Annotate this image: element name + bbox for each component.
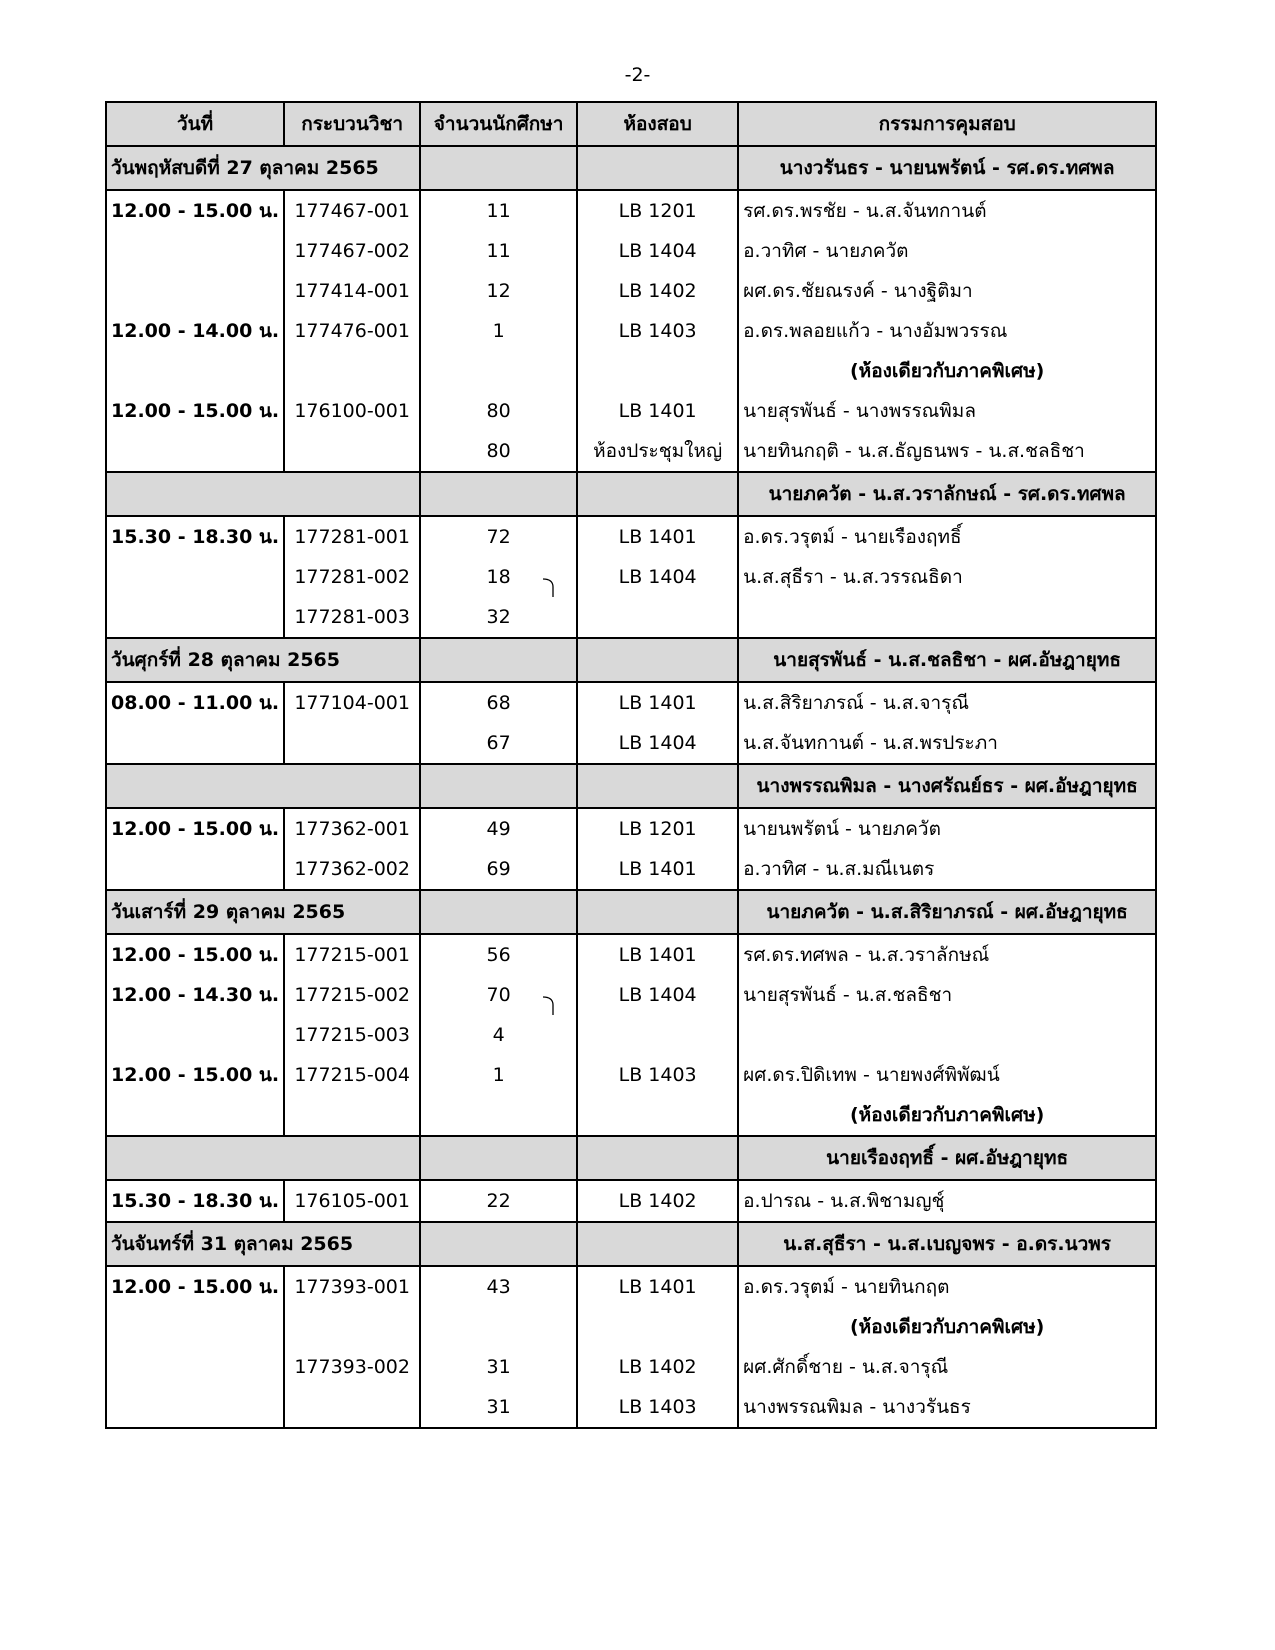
table-row <box>106 190 1156 231</box>
exam-room <box>577 431 738 472</box>
proctors <box>738 597 1156 638</box>
exam-time-text: 12.00 - 14.30 น. <box>111 984 280 1006</box>
course-code <box>284 1347 420 1387</box>
student-count <box>420 723 577 764</box>
table-row <box>106 975 1156 1015</box>
course-code <box>284 1095 420 1136</box>
proctors-text: อ.ดร.พลอยแก้ว - นางอัมพวรรณ <box>743 320 1008 342</box>
exam-time-text: 12.00 - 15.00 น. <box>111 400 280 422</box>
header-row <box>106 102 1156 146</box>
proctors <box>738 1015 1156 1055</box>
student-count <box>420 849 577 890</box>
course-code <box>284 516 420 557</box>
exam-room-text: LB 1402 <box>618 280 697 302</box>
band-empty-cell <box>577 638 738 682</box>
proctors-text: อ.วาทิศ - นายภควัต <box>743 240 909 262</box>
exam-time-text: 15.30 - 18.30 น. <box>111 1190 280 1212</box>
exam-room-text: LB 1401 <box>618 1276 697 1298</box>
exam-room <box>577 682 738 723</box>
course-code <box>284 351 420 391</box>
course-code <box>284 557 420 597</box>
proctors-text: น.ส.จันทกานต์ - น.ส.พรประภา <box>743 732 998 754</box>
header-room: ห้องสอบ <box>577 102 738 146</box>
exam-time <box>106 723 284 764</box>
exam-date <box>106 764 420 808</box>
date-band-row <box>106 1136 1156 1180</box>
student-count-text: 18 <box>486 566 511 588</box>
student-count-text: 22 <box>486 1190 511 1212</box>
student-count-text: 69 <box>486 858 511 880</box>
course-code <box>284 311 420 351</box>
exam-room <box>577 934 738 975</box>
table-row <box>106 431 1156 472</box>
course-code-text: 177362-002 <box>294 858 410 880</box>
student-count-text: 11 <box>486 200 511 222</box>
exam-time <box>106 391 284 431</box>
exam-time <box>106 1307 284 1347</box>
student-count-text: 32 <box>486 606 511 628</box>
exam-time <box>106 557 284 597</box>
date-band-row <box>106 638 1156 682</box>
student-count <box>420 1307 577 1347</box>
table-row <box>106 311 1156 351</box>
student-count <box>420 1347 577 1387</box>
proctors-text: (ห้องเดียวกับภาคพิเศษ) <box>849 1104 1045 1126</box>
course-code-text: 176100-001 <box>294 400 410 422</box>
band-empty-cell <box>420 638 577 682</box>
date-band-row <box>106 764 1156 808</box>
band-empty-cell <box>420 1222 577 1266</box>
course-code-text: 177393-002 <box>294 1356 410 1378</box>
student-count <box>420 934 577 975</box>
course-code <box>284 723 420 764</box>
band-empty-cell <box>577 890 738 934</box>
course-code <box>284 190 420 231</box>
course-code-text: 177393-001 <box>294 1276 410 1298</box>
table-row <box>106 271 1156 311</box>
head-supervisors: นายเรืองฤทธิ์ - ผศ.อัษฎายุทธ <box>738 1136 1156 1180</box>
course-code <box>284 934 420 975</box>
course-code-text: 177414-001 <box>294 280 410 302</box>
course-code <box>284 682 420 723</box>
exam-time <box>106 975 284 1015</box>
exam-room-text: LB 1401 <box>618 692 697 714</box>
exam-room-text: LB 1404 <box>618 732 697 754</box>
exam-room-text: LB 1401 <box>618 400 697 422</box>
exam-time-text: 08.00 - 11.00 น. <box>111 692 280 714</box>
exam-room <box>577 1015 738 1055</box>
table-row <box>106 849 1156 890</box>
student-count <box>420 1015 577 1055</box>
proctors <box>738 431 1156 472</box>
exam-time <box>106 934 284 975</box>
student-count-text: 49 <box>486 818 511 840</box>
exam-room-text: LB 1201 <box>618 818 697 840</box>
student-count-text: 43 <box>486 1276 511 1298</box>
exam-time <box>106 1015 284 1055</box>
group-brace-icon <box>541 577 571 597</box>
proctors-text: อ.วาทิศ - น.ส.มณีเนตร <box>743 858 935 880</box>
exam-room <box>577 557 738 597</box>
exam-room-text: LB 1403 <box>618 1064 697 1086</box>
student-count <box>420 1055 577 1095</box>
band-empty-cell <box>420 764 577 808</box>
exam-time <box>106 849 284 890</box>
exam-room-text: LB 1403 <box>618 320 697 342</box>
student-count <box>420 597 577 638</box>
table-row <box>106 808 1156 849</box>
course-code <box>284 271 420 311</box>
course-code-text: 177281-002 <box>294 566 410 588</box>
student-count-text: 80 <box>486 400 511 422</box>
proctors <box>738 557 1156 597</box>
exam-time <box>106 351 284 391</box>
exam-time-text: 12.00 - 15.00 น. <box>111 200 280 222</box>
student-count <box>420 516 577 557</box>
exam-time <box>106 1266 284 1307</box>
course-code-text: 177104-001 <box>294 692 410 714</box>
proctors-text: ผศ.ดร.ชัยณรงค์ - นางฐิติมา <box>743 280 973 302</box>
exam-room <box>577 723 738 764</box>
proctors-text: นายสุรพันธ์ - น.ส.ชลธิชา <box>743 984 953 1006</box>
proctors-text: อ.ดร.วรุตม์ - นายเรืองฤทธิ์ <box>743 526 962 548</box>
proctors <box>738 975 1156 1015</box>
band-empty-cell <box>577 472 738 516</box>
table-row <box>106 1015 1156 1055</box>
student-count-text: 68 <box>486 692 511 714</box>
student-count-text: 4 <box>492 1024 505 1046</box>
exam-date: วันศุกร์ที่ 28 ตุลาคม 2565 <box>106 638 420 682</box>
exam-time-text: 12.00 - 14.00 น. <box>111 320 280 342</box>
table-row <box>106 516 1156 557</box>
exam-time-text: 15.30 - 18.30 น. <box>111 526 280 548</box>
course-code-text: 177215-003 <box>294 1024 410 1046</box>
proctors <box>738 808 1156 849</box>
table-row <box>106 1180 1156 1222</box>
course-code <box>284 1180 420 1222</box>
exam-time <box>106 431 284 472</box>
student-count <box>420 808 577 849</box>
head-supervisors: นางพรรณพิมล - นางศรัณย์ธร - ผศ.อัษฎายุทธ <box>738 764 1156 808</box>
course-code-text: 177467-001 <box>294 200 410 222</box>
proctors <box>738 271 1156 311</box>
student-count <box>420 557 577 597</box>
band-empty-cell <box>577 1222 738 1266</box>
proctors <box>738 682 1156 723</box>
student-count <box>420 1387 577 1428</box>
head-supervisors: นายภควัต - น.ส.วราลักษณ์ - รศ.ดร.ทศพล <box>738 472 1156 516</box>
table-row <box>106 1266 1156 1307</box>
table-row <box>106 1347 1156 1387</box>
table-row <box>106 597 1156 638</box>
proctors-text: น.ส.สิริยาภรณ์ - น.ส.จารุณี <box>743 692 969 714</box>
table-row <box>106 1387 1156 1428</box>
course-code-text: 176105-001 <box>294 1190 410 1212</box>
exam-room <box>577 351 738 391</box>
exam-room-text: LB 1404 <box>618 566 697 588</box>
student-count-text: 31 <box>486 1396 511 1418</box>
exam-room <box>577 311 738 351</box>
exam-room <box>577 1095 738 1136</box>
student-count-text: 70 <box>486 984 511 1006</box>
proctors-text: น.ส.สุธีรา - น.ส.วรรณธิดา <box>743 566 963 588</box>
head-supervisors: นายสุรพันธ์ - น.ส.ชลธิชา - ผศ.อัษฎายุทธ <box>738 638 1156 682</box>
exam-room <box>577 391 738 431</box>
exam-time <box>106 190 284 231</box>
proctors-text: (ห้องเดียวกับภาคพิเศษ) <box>849 1316 1045 1338</box>
student-count-text: 72 <box>486 526 511 548</box>
exam-time <box>106 311 284 351</box>
table-row <box>106 351 1156 391</box>
table-row <box>106 557 1156 597</box>
exam-room <box>577 1347 738 1387</box>
exam-room-text: LB 1404 <box>618 984 697 1006</box>
exam-room <box>577 1266 738 1307</box>
exam-room <box>577 190 738 231</box>
course-code <box>284 1266 420 1307</box>
course-code-text: 177476-001 <box>294 320 410 342</box>
exam-time <box>106 1180 284 1222</box>
exam-room <box>577 231 738 271</box>
proctors-text: รศ.ดร.พรชัย - น.ส.จันทกานต์ <box>743 200 987 222</box>
student-count-text: 31 <box>486 1356 511 1378</box>
exam-time <box>106 682 284 723</box>
course-code <box>284 391 420 431</box>
proctors <box>738 723 1156 764</box>
course-code-text: 177281-001 <box>294 526 410 548</box>
date-band-row <box>106 146 1156 190</box>
exam-room-text: LB 1401 <box>618 526 697 548</box>
proctors <box>738 351 1156 391</box>
course-code-text: 177215-004 <box>294 1064 410 1086</box>
table-row <box>106 391 1156 431</box>
exam-room-text: LB 1401 <box>618 858 697 880</box>
exam-room-text: LB 1201 <box>618 200 697 222</box>
student-count <box>420 431 577 472</box>
header-course: กระบวนวิชา <box>284 102 420 146</box>
exam-room <box>577 1180 738 1222</box>
exam-time <box>106 597 284 638</box>
course-code <box>284 1055 420 1095</box>
student-count-text: 67 <box>486 732 511 754</box>
proctors-text: นายทินกฤติ - น.ส.ธัญธนพร - น.ส.ชลธิชา <box>743 440 1085 462</box>
header-date: วันที่ <box>106 102 284 146</box>
proctors-text: (ห้องเดียวกับภาคพิเศษ) <box>849 360 1045 382</box>
exam-date <box>106 1136 420 1180</box>
course-code-text: 177362-001 <box>294 818 410 840</box>
band-empty-cell <box>420 472 577 516</box>
proctors <box>738 1095 1156 1136</box>
student-count <box>420 311 577 351</box>
student-count <box>420 391 577 431</box>
proctors-text: นางพรรณพิมล - นางวรันธร <box>743 1396 971 1418</box>
course-code <box>284 597 420 638</box>
date-band-row <box>106 472 1156 516</box>
student-count <box>420 1266 577 1307</box>
exam-room <box>577 1055 738 1095</box>
exam-room <box>577 597 738 638</box>
exam-room <box>577 271 738 311</box>
proctors-text: นายสุรพันธ์ - นางพรรณพิมล <box>743 400 976 422</box>
band-empty-cell <box>577 764 738 808</box>
course-code <box>284 808 420 849</box>
page-number: -2- <box>624 64 651 86</box>
proctors <box>738 849 1156 890</box>
exam-time <box>106 1387 284 1428</box>
exam-room <box>577 1387 738 1428</box>
exam-time-text: 12.00 - 15.00 น. <box>111 1276 280 1298</box>
table-row <box>106 1055 1156 1095</box>
proctors <box>738 391 1156 431</box>
exam-time <box>106 271 284 311</box>
student-count-text: 11 <box>486 240 511 262</box>
exam-room-text: LB 1401 <box>618 944 697 966</box>
student-count <box>420 682 577 723</box>
course-code <box>284 849 420 890</box>
band-empty-cell <box>420 146 577 190</box>
exam-date: วันเสาร์ที่ 29 ตุลาคม 2565 <box>106 890 420 934</box>
exam-room-text: LB 1403 <box>618 1396 697 1418</box>
table-row <box>106 682 1156 723</box>
exam-room <box>577 516 738 557</box>
student-count-text: 56 <box>486 944 511 966</box>
band-empty-cell <box>577 1136 738 1180</box>
table-row <box>106 934 1156 975</box>
table-row <box>106 1095 1156 1136</box>
course-code-text: 177215-002 <box>294 984 410 1006</box>
course-code <box>284 1387 420 1428</box>
exam-schedule-table <box>105 101 1157 1429</box>
proctors-text: นายนพรัตน์ - นายภควัต <box>743 818 941 840</box>
student-count <box>420 1095 577 1136</box>
proctors <box>738 516 1156 557</box>
student-count-text: 80 <box>486 440 511 462</box>
group-brace-icon <box>541 995 571 1015</box>
exam-date: วันจันทร์ที่ 31 ตุลาคม 2565 <box>106 1222 420 1266</box>
band-empty-cell <box>420 1136 577 1180</box>
proctors <box>738 934 1156 975</box>
exam-room-text: LB 1404 <box>618 240 697 262</box>
proctors <box>738 1307 1156 1347</box>
exam-date <box>106 472 420 516</box>
proctors <box>738 190 1156 231</box>
exam-time <box>106 231 284 271</box>
proctors <box>738 1347 1156 1387</box>
student-count-text: 1 <box>492 1064 505 1086</box>
table-row <box>106 231 1156 271</box>
proctors <box>738 1180 1156 1222</box>
band-empty-cell <box>420 890 577 934</box>
exam-time-text: 12.00 - 15.00 น. <box>111 1064 280 1086</box>
student-count-text: 1 <box>492 320 505 342</box>
header-committee: กรรมการคุมสอบ <box>738 102 1156 146</box>
date-band-row <box>106 1222 1156 1266</box>
proctors-text: อ.ดร.วรุตม์ - นายทินกฤต <box>743 1276 950 1298</box>
course-code-text: 177281-003 <box>294 606 410 628</box>
exam-room <box>577 849 738 890</box>
proctors <box>738 1266 1156 1307</box>
exam-room-text: LB 1402 <box>618 1190 697 1212</box>
course-code <box>284 1307 420 1347</box>
exam-room-text: LB 1402 <box>618 1356 697 1378</box>
head-supervisors: นางวรันธร - นายนพรัตน์ - รศ.ดร.ทศพล <box>738 146 1156 190</box>
exam-time <box>106 1055 284 1095</box>
student-count <box>420 975 577 1015</box>
student-count <box>420 1180 577 1222</box>
proctors-text: อ.ปารณ - น.ส.พิชามญชุ์ <box>743 1190 945 1212</box>
exam-room-text: ห้องประชุมใหญ่ <box>593 440 723 462</box>
proctors-text: รศ.ดร.ทศพล - น.ส.วราลักษณ์ <box>743 944 990 966</box>
date-band-row <box>106 890 1156 934</box>
exam-time <box>106 808 284 849</box>
proctors-text: ผศ.ศักดิ์ชาย - น.ส.จารุณี <box>743 1356 949 1378</box>
course-code <box>284 975 420 1015</box>
course-code <box>284 431 420 472</box>
course-code-text: 177467-002 <box>294 240 410 262</box>
proctors <box>738 1387 1156 1428</box>
head-supervisors: นายภควัต - น.ส.สิริยาภรณ์ - ผศ.อัษฎายุทธ <box>738 890 1156 934</box>
header-students: จำนวนนักศึกษา <box>420 102 577 146</box>
student-count <box>420 271 577 311</box>
exam-room <box>577 808 738 849</box>
band-empty-cell <box>577 146 738 190</box>
table-row <box>106 723 1156 764</box>
table-row <box>106 1307 1156 1347</box>
student-count <box>420 231 577 271</box>
exam-time <box>106 1095 284 1136</box>
head-supervisors: น.ส.สุธีรา - น.ส.เบญจพร - อ.ดร.นวพร <box>738 1222 1156 1266</box>
exam-time-text: 12.00 - 15.00 น. <box>111 818 280 840</box>
proctors <box>738 1055 1156 1095</box>
exam-time <box>106 1347 284 1387</box>
exam-date: วันพฤหัสบดีที่ 27 ตุลาคม 2565 <box>106 146 420 190</box>
course-code <box>284 1015 420 1055</box>
student-count <box>420 351 577 391</box>
course-code <box>284 231 420 271</box>
student-count <box>420 190 577 231</box>
proctors <box>738 231 1156 271</box>
student-count-text: 12 <box>486 280 511 302</box>
exam-time <box>106 516 284 557</box>
proctors-text: ผศ.ดร.ปิดิเทพ - นายพงศ์พิพัฒน์ <box>743 1064 1000 1086</box>
exam-room <box>577 1307 738 1347</box>
course-code-text: 177215-001 <box>294 944 410 966</box>
proctors <box>738 311 1156 351</box>
exam-time-text: 12.00 - 15.00 น. <box>111 944 280 966</box>
exam-room <box>577 975 738 1015</box>
